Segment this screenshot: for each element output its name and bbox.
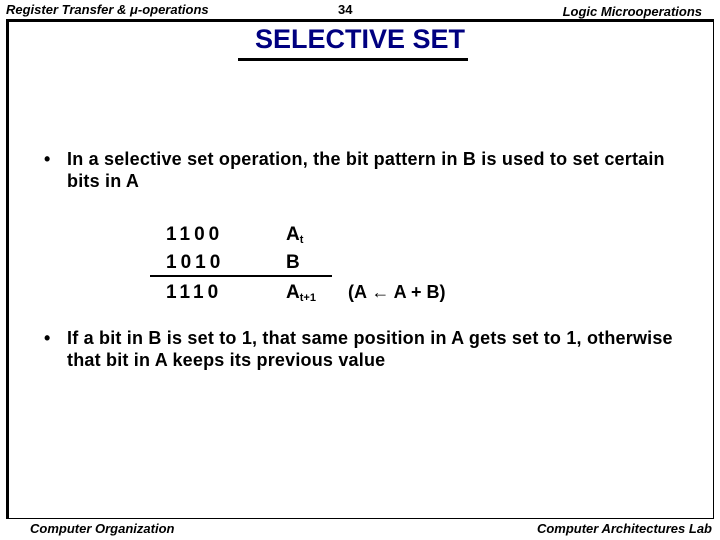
- header-section-title: Logic Microoperations: [562, 4, 702, 19]
- frame-left-border: [6, 19, 9, 519]
- bullet-text: If a bit in B is set to 1, that same position in A gets set to 1, otherwise that bit in A keeps its previous value: [67, 328, 673, 370]
- footer-left: Computer Organization: [30, 521, 175, 536]
- bullet-item: [44, 327, 704, 373]
- register-name: B: [286, 252, 300, 273]
- bullet-marker: •: [44, 328, 51, 348]
- register-subscript: t: [299, 234, 304, 246]
- register-name: A: [286, 282, 300, 303]
- slide-title: SELECTIVE SET: [254, 24, 466, 54]
- operation-expression: (A ← A + B): [348, 282, 446, 302]
- bullet-text: In a selective set operation, the bit pattern in B is used to set certain bits in A: [67, 149, 665, 191]
- page-number: 34: [338, 2, 353, 17]
- register-label-a-t1: [286, 282, 316, 304]
- sum-line: [150, 275, 332, 277]
- header-course-title: Register Transfer & μ-operations: [6, 2, 209, 17]
- bullet-item: [44, 148, 704, 194]
- bit-pattern-a: 1100: [166, 224, 224, 245]
- register-label-a-t: [286, 224, 303, 246]
- frame-right-border: [713, 19, 714, 519]
- bullet-marker: •: [44, 149, 51, 169]
- register-name: A: [286, 224, 300, 245]
- register-subscript: t+1: [299, 292, 316, 304]
- frame-top-border: [6, 19, 714, 22]
- register-label-b: [286, 252, 300, 274]
- bit-pattern-b: 1010: [166, 252, 225, 273]
- title-underline: [238, 58, 468, 61]
- frame-bottom-border: [6, 518, 714, 519]
- footer-right: Computer Architectures Lab: [536, 521, 712, 536]
- bit-pattern-result: 1110: [166, 282, 223, 303]
